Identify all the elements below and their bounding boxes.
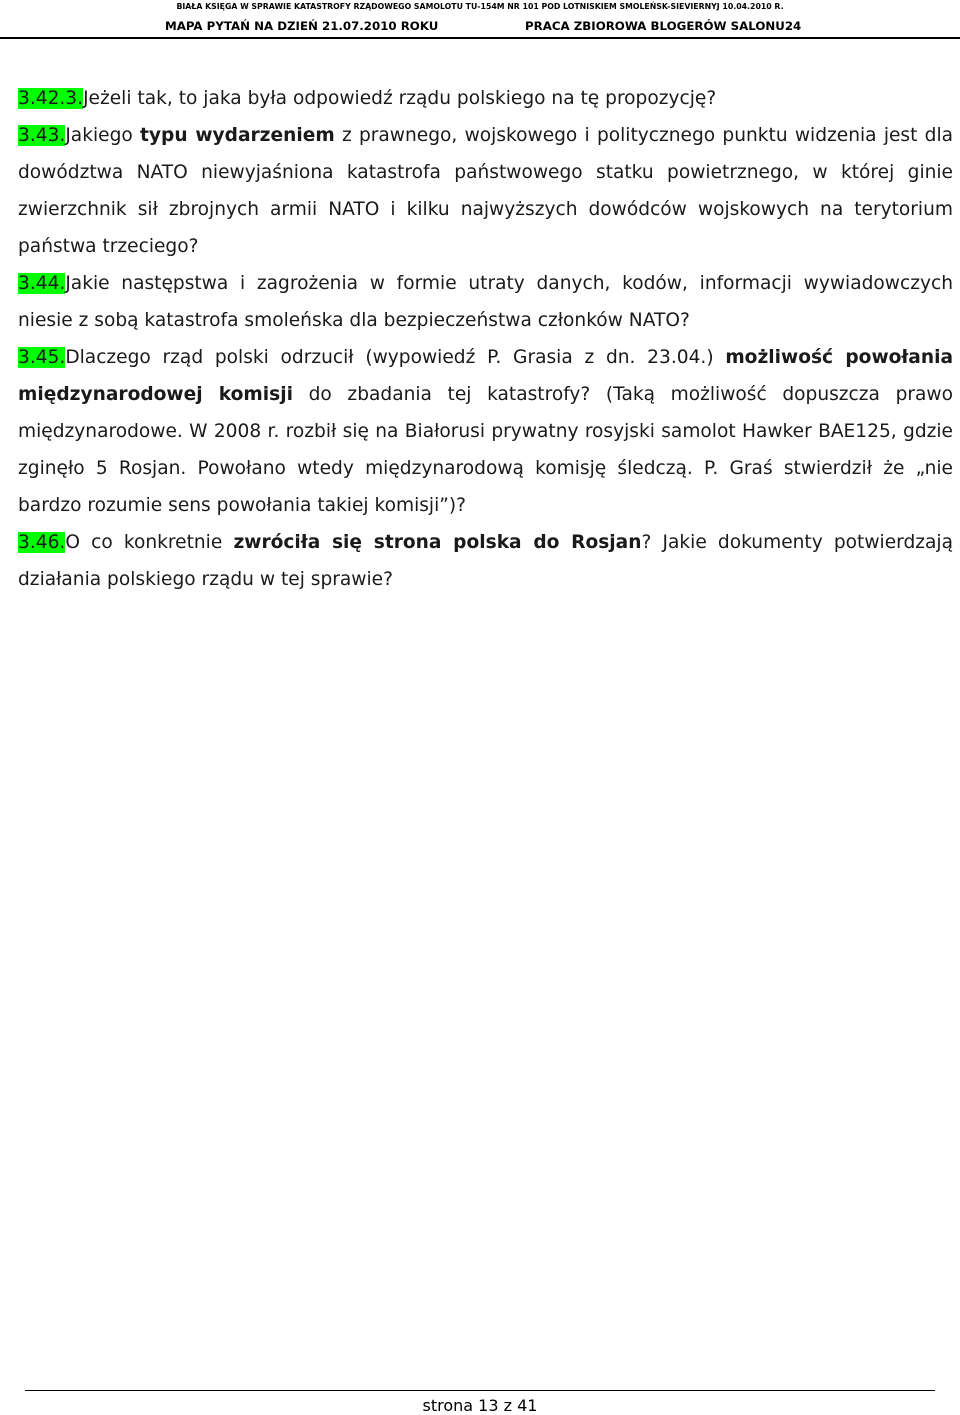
question-emphasis: zwróciła się strona polska do Rosjan [233,532,642,553]
question-text: Jakiego [65,125,140,146]
question-3-43 [18,117,953,265]
header-title: BIAŁA KSIĘGA W SPRAWIE KATASTROFY RZĄDOWEGO SAMOLOTU TU-154M NR 101 POD LOTNISKIEM SMOLEŃSK-SIEVIERNYJ 10.04.2010 R. [176,2,784,11]
question-3-45 [18,339,953,524]
question-3-44 [18,265,953,339]
question-text: O co konkretnie [65,532,234,553]
question-emphasis: możliwość powołania międzynarodowej komisji [18,347,954,405]
question-number: 3.45. [18,347,66,368]
question-emphasis: typu wydarzeniem [140,125,335,146]
question-text: Jakie następstwa i zagrożenia w formie utraty danych, kodów, informacji wywiadowczych niesie z sobą katastrofa smoleńska dla bezpieczeństwa członków NATO? [18,273,953,331]
footer-divider [25,1390,935,1391]
question-text: ? Jakie dokumenty potwierdzają działania polskiego rządu w tej sprawie? [18,532,953,590]
question-number: 3.42.3. [18,88,84,109]
question-text: do zbadania tej katastrofy? (Taką możliwość dopuszcza prawo międzynarodowe. W 2008 r. rozbił się na Białorusi prywatny rosyjski samolot Hawker BAE125, gdzie zginęło 5 Rosjan. Powołano wtedy międzynarodową komisję śledczą. P. Graś stwierdził że „nie bardzo rozumie sens powołania takiej komisji”)? [18,384,953,516]
question-text: z prawnego, wojskowego i politycznego punktu widzenia jest dla dowództwa NATO niewyjaśniona katastrofa państwowego statku powietrznego, w której ginie zwierzchnik sił zbrojnych armii NATO i kilku najwyższych dowódców wojskowych na terytorium państwa trzeciego? [18,125,954,257]
question-number: 3.46. [18,532,66,553]
question-3-46 [18,524,953,598]
header-authors: PRACA ZBIOROWA BLOGERÓW SALONU24 [525,19,802,33]
questions-list [18,80,953,598]
question-text: Dlaczego rząd polski odrzucił (wypowiedź P. Grasia z dn. 23.04.) [65,347,726,368]
question-number: 3.43. [18,125,66,146]
question-number: 3.44. [18,273,66,294]
question-text: Jeżeli tak, to jaka była odpowiedź rządu polskiego na tę propozycję? [83,88,717,109]
header-date: MAPA PYTAŃ NA DZIEŃ 21.07.2010 ROKU [165,19,439,33]
question-3-42-3 [18,80,953,117]
page-header [0,0,960,40]
header-divider [0,37,960,39]
page-number: strona 13 z 41 [422,1396,538,1415]
